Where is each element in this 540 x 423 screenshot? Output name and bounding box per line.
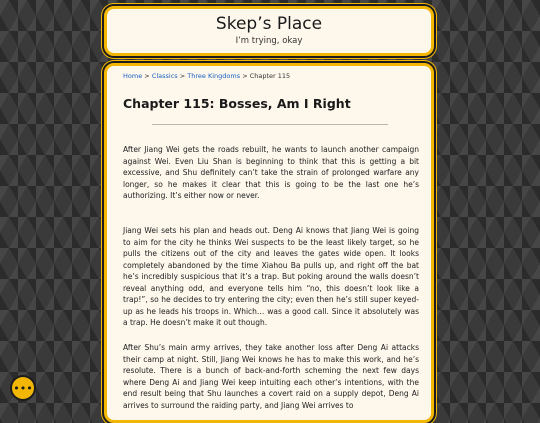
site-title[interactable]: Skep’s Place bbox=[215, 14, 323, 34]
breadcrumb-current: Chapter 115 bbox=[249, 72, 291, 80]
breadcrumb-separator: > bbox=[179, 72, 186, 80]
article-card bbox=[104, 63, 434, 423]
more-options-button[interactable] bbox=[12, 377, 34, 399]
more-icon: ••• bbox=[13, 381, 33, 395]
article-paragraph: Jiang Wei sets his plan and heads out. Deng Ai knows that Jiang Wei is going to aim for the city he thinks Wei suspects to be the least likely target, so he pulls the citizens out of the city and leaves the gates wide open. It looks completely abandoned by the time Xiahou Ba pulls up, and right off the bat he’s incredibly suspicious that it’s a trap. But poking around the walls doesn’t reveal anything odd, and everyone tells him “no, this doesn’t look like a trap!”, so he decides to try entering the city; even then he’s still super keyed-up as he leads his troops in. Which… was a good call. Since it absolutely was a trap. He doesn’t make it out though. bbox=[123, 226, 419, 327]
breadcrumb-classics-link[interactable]: Classics bbox=[151, 72, 178, 80]
article-paragraph: After Jiang Wei gets the roads rebuilt, he wants to launch another campaign against Wei. Even Liu Shan is beginning to think that this is getting a bit excessive, and Shu definitely can’t take the strain of prolonged warfare any longer, so he makes it clear that this is going to be the last one he’s authorizing. It’s either now or never. bbox=[123, 145, 419, 200]
breadcrumb-separator: > bbox=[242, 72, 248, 80]
page-title: Chapter 115: Bosses, Am I Right bbox=[123, 96, 351, 111]
site-tagline: I’m trying, okay bbox=[235, 36, 303, 46]
site-header bbox=[104, 6, 434, 56]
breadcrumb bbox=[123, 72, 290, 80]
breadcrumb-home-link[interactable]: Home bbox=[123, 72, 143, 80]
breadcrumb-separator: > bbox=[144, 72, 150, 80]
breadcrumb-three-kingdoms-link[interactable]: Three Kingdoms bbox=[187, 72, 241, 80]
article-paragraph: After Shu’s main army arrives, they take another loss after Deng Ai attacks their camp at night. Still, Jiang Wei knows he has to make this work, and he’s resolute. There is a bunch of back-and-forth scheming the next few days where Deng Ai and Jiang Wei keep intuiting each other’s intentions, with the end result being that Shu launches a covert raid on a supply depot, Deng Ai arrives to surround the raiding party, and Jiang Wei arrives to bbox=[123, 343, 419, 410]
title-divider bbox=[152, 124, 388, 125]
